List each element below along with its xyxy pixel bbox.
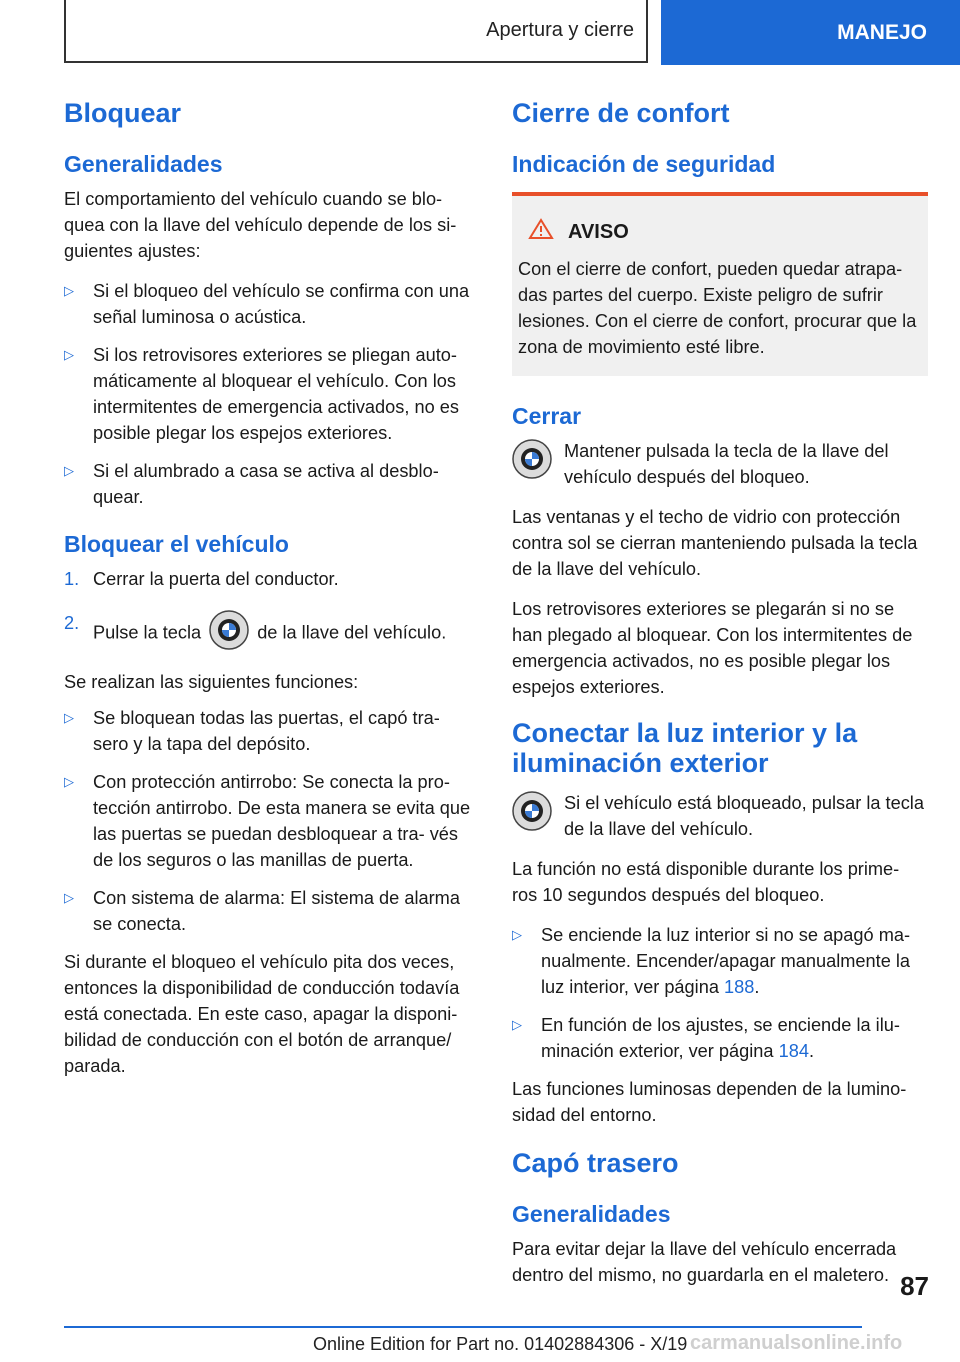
luz-list (512, 922, 928, 1064)
cerrar-paragraph-2: Los retrovisores exteriores se plegarán si no se han plegado al bloquear. Con los intermitentes de emergencia activados, no es posible plegar los espejos exteriores. (512, 599, 913, 697)
triangle-bullet-icon: ▷ (64, 774, 74, 789)
warning-title (518, 218, 922, 246)
edition-footer: Online Edition for Part no. 01402884306 - X/19 (313, 1334, 688, 1354)
cerrar-heading: Cerrar (512, 403, 582, 429)
triangle-bullet-icon: ▷ (64, 463, 74, 478)
list-item: ▷ Se bloquean todas las puertas, el capó tra- sero y la tapa del depósito. (64, 705, 480, 757)
bloquear-title: Bloquear (64, 98, 182, 128)
triangle-bullet-icon: ▷ (512, 927, 522, 942)
chapter-tab[interactable]: MANEJO (661, 0, 960, 65)
settings-list (64, 278, 480, 510)
warning-triangle-icon (528, 218, 568, 246)
funciones-intro: Se realizan las siguientes funciones: (64, 672, 359, 692)
list-item: ▷ Si el alumbrado a casa se activa al desblo- quear. (64, 458, 480, 510)
bmw-roundel-key-button-icon (512, 790, 564, 836)
bloquear-vehiculo-heading: Bloquear el vehículo (64, 531, 289, 557)
capo-title: Capó trasero (512, 1148, 679, 1178)
list-item: ▷ Se enciende la luz interior si no se apagó ma- nualmente. Encender/apagar manualmente la luz interior, ver página 188. (512, 922, 928, 1000)
left-column (64, 98, 480, 1093)
watermark: carmanualsonline.info (690, 1332, 903, 1354)
cerrar-paragraph-1: Las ventanas y el techo de vidrio con protección contra sol se cierran manteniendo pulsada la tecla de la llave del vehículo. (512, 507, 918, 579)
seguridad-heading: Indicación de seguridad (512, 151, 776, 177)
triangle-bullet-icon: ▷ (64, 347, 74, 362)
triangle-bullet-icon: ▷ (64, 710, 74, 725)
luz-key-row (512, 790, 928, 842)
list-item: ▷ Si los retrovisores exteriores se pliegan auto- máticamente al bloquear el vehículo. Con los intermitentes de emergencia activados, no es posible plegar los espejos exteriores. (64, 342, 480, 446)
step-item: 1. Cerrar la puerta del conductor. (64, 569, 339, 589)
page-number: 87 (900, 1271, 929, 1301)
footer-divider (64, 1326, 862, 1328)
luz-title: Conectar la luz interior y la iluminación exterior (512, 718, 858, 778)
step-item: 2. Pulse la tecla de la llave del vehículo. (64, 610, 480, 657)
warning-box (512, 192, 928, 376)
cerrar-key-text: Mantener pulsada la tecla de la llave del vehículo después del bloqueo. (564, 441, 889, 487)
luz-paragraph-1: La función no está disponible durante los prime- ros 10 segundos después del bloqueo. (512, 859, 900, 905)
capo-generalidades-heading: Generalidades (512, 1201, 671, 1227)
page-link-184[interactable]: 184 (778, 1041, 809, 1061)
triangle-bullet-icon: ▷ (64, 890, 74, 905)
list-item: ▷ Si el bloqueo del vehículo se confirma con una señal luminosa o acústica. (64, 278, 480, 330)
steps-list (64, 566, 480, 657)
capo-text: Para evitar dejar la llave del vehículo encerrada dentro del mismo, no guardarla en el maletero. (512, 1239, 897, 1285)
luz-paragraph-2: Las funciones luminosas dependen de la lumino- sidad del entorno. (512, 1079, 907, 1125)
cerrar-key-row (512, 438, 928, 490)
page-header (0, 0, 960, 65)
warning-text: Con el cierre de confort, pueden quedar atrapa- das partes del cuerpo. Existe peligro de sufrir lesiones. Con el cierre de confort, procurar que la zona de movimiento esté libre. (518, 259, 917, 357)
bmw-roundel-key-button-icon (209, 610, 249, 657)
right-column (512, 98, 928, 1302)
triangle-bullet-icon: ▷ (512, 1017, 522, 1032)
generalidades-heading: Generalidades (64, 151, 223, 177)
generalidades-text: El comportamiento del vehículo cuando se blo- quea con la llave del vehículo depende de los si- guientes ajustes: (64, 189, 457, 261)
closing-text: Si durante el bloqueo el vehículo pita dos veces, entonces la disponibilidad de conducción todavía está conectada. En este caso, apagar la disponi- bilidad de conducción con el botón de arranque/ parada. (64, 952, 460, 1076)
page-link-188[interactable]: 188 (724, 977, 755, 997)
list-item: ▷ Con sistema de alarma: El sistema de alarma se conecta. (64, 885, 480, 937)
warning-label: AVISO (568, 220, 629, 243)
cierre-confort-title: Cierre de confort (512, 98, 730, 128)
luz-key-text: Si el vehículo está bloqueado, pulsar la tecla de la llave del vehículo. (564, 793, 924, 839)
section-title: Apertura y cierre (64, 0, 648, 63)
list-item: ▷ Con protección antirrobo: Se conecta la pro- tección antirrobo. De esta manera se evita que las puertas se puedan desbloquear a tra- vés de los seguros o las manillas de puerta. (64, 769, 480, 873)
bmw-roundel-key-button-icon (512, 438, 564, 484)
functions-list (64, 705, 480, 937)
triangle-bullet-icon: ▷ (64, 283, 74, 298)
list-item: ▷ En función de los ajustes, se enciende la ilu- minación exterior, ver página 184. (512, 1012, 928, 1064)
